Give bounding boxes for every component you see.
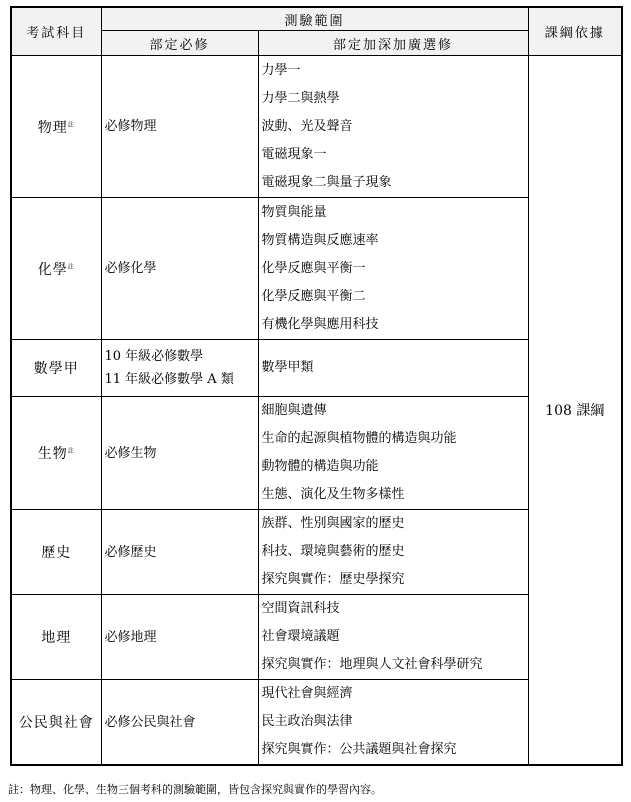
- subject-cell: [11, 510, 101, 595]
- subject-name: 歷史: [41, 545, 72, 561]
- elective-course: 社會環境議題: [261, 629, 340, 644]
- footnote: 註：物理、化學、生物三個考科的測驗範圍，皆包含探究與實作的學習內容。: [8, 783, 382, 796]
- elective-cell: [258, 595, 528, 680]
- elective-cell: [258, 680, 528, 766]
- elective-course: 有機化學與應用科技: [261, 316, 379, 332]
- elective-cell: [258, 340, 528, 397]
- elective-course: 物質與能量: [261, 204, 327, 220]
- elective-cell: [258, 198, 528, 340]
- elective-cell: [258, 510, 528, 595]
- header-required: 部定必修: [101, 31, 258, 56]
- note-marker: 註: [67, 120, 75, 128]
- elective-course: 生命的起源與植物體的構造與功能: [261, 431, 457, 446]
- required-course: 必修地理: [104, 629, 157, 645]
- header-elective: 部定加深加廣選修: [258, 31, 528, 56]
- required-course: 必修公民與社會: [104, 714, 196, 730]
- required-course: 必修化學: [104, 261, 157, 276]
- elective-course: 民主政治與法律: [261, 714, 353, 729]
- subject-name: 地理: [41, 630, 72, 646]
- table-row: [11, 56, 622, 198]
- header-scope: 測驗範圍: [101, 7, 528, 31]
- subject-cell: [11, 595, 101, 680]
- subject-cell: [11, 198, 101, 340]
- subject-cell: [11, 56, 101, 198]
- elective-course: 波動、光及聲音: [261, 118, 353, 134]
- elective-course: 現代社會與經濟: [261, 686, 353, 701]
- elective-course: 族群、性別與國家的歷史: [261, 516, 405, 531]
- required-cell: [101, 198, 258, 340]
- elective-course: 化學反應與平衡一: [261, 260, 366, 276]
- elective-course: 力學二與熱學: [261, 90, 340, 106]
- required-cell: [101, 595, 258, 680]
- elective-cell: [258, 56, 528, 198]
- required-course: 必修歷史: [104, 544, 157, 560]
- subject-cell: [11, 340, 101, 397]
- note-marker: 註: [67, 262, 75, 270]
- subject-cell: [11, 680, 101, 766]
- elective-course: 力學一: [261, 62, 301, 78]
- table-body: [11, 56, 622, 766]
- required-course: 必修物理: [104, 119, 157, 134]
- required-cell: [101, 56, 258, 198]
- header-basis: 課綱依據: [528, 7, 622, 56]
- elective-course: 電磁現象一: [261, 146, 327, 162]
- exam-scope-table: [10, 6, 623, 766]
- header-subject: 考試科目: [11, 7, 101, 56]
- note-marker: 註: [67, 447, 75, 455]
- subject-name: 公民與社會: [18, 715, 94, 731]
- elective-course: 數學甲類: [261, 360, 314, 375]
- subject-cell: [11, 397, 101, 510]
- elective-cell: [258, 397, 528, 510]
- required-course: 11 年級必修數學 A 類: [104, 372, 234, 387]
- elective-course: 探究與實作：公共議題與社會探究: [261, 742, 457, 757]
- curriculum-basis-cell: 108 課綱: [528, 56, 622, 766]
- required-cell: [101, 397, 258, 510]
- elective-course: 細胞與遺傳: [261, 403, 327, 418]
- elective-course: 科技、環境與藝術的歷史: [261, 544, 405, 559]
- elective-course: 探究與實作：歷史學探究: [261, 572, 405, 587]
- elective-course: 生態、演化及生物多樣性: [261, 487, 405, 502]
- elective-course: 化學反應與平衡二: [261, 288, 366, 304]
- subject-name: 數學甲: [33, 361, 79, 377]
- elective-course: 空間資訊科技: [261, 601, 340, 616]
- elective-course: 物質構造與反應速率: [261, 232, 379, 248]
- required-cell: [101, 340, 258, 397]
- elective-course: 電磁現象二與量子現象: [261, 174, 392, 190]
- required-course: 必修生物: [104, 445, 157, 461]
- subject-name: 物理: [37, 119, 68, 136]
- subject-name: 化學: [37, 261, 68, 278]
- elective-course: 動物體的構造與功能: [261, 459, 379, 474]
- required-cell: [101, 680, 258, 766]
- elective-course: 探究與實作：地理與人文社會科學研究: [261, 657, 483, 672]
- required-course: 10 年級必修數學: [104, 349, 204, 364]
- subject-name: 生物: [37, 446, 68, 462]
- required-cell: [101, 510, 258, 595]
